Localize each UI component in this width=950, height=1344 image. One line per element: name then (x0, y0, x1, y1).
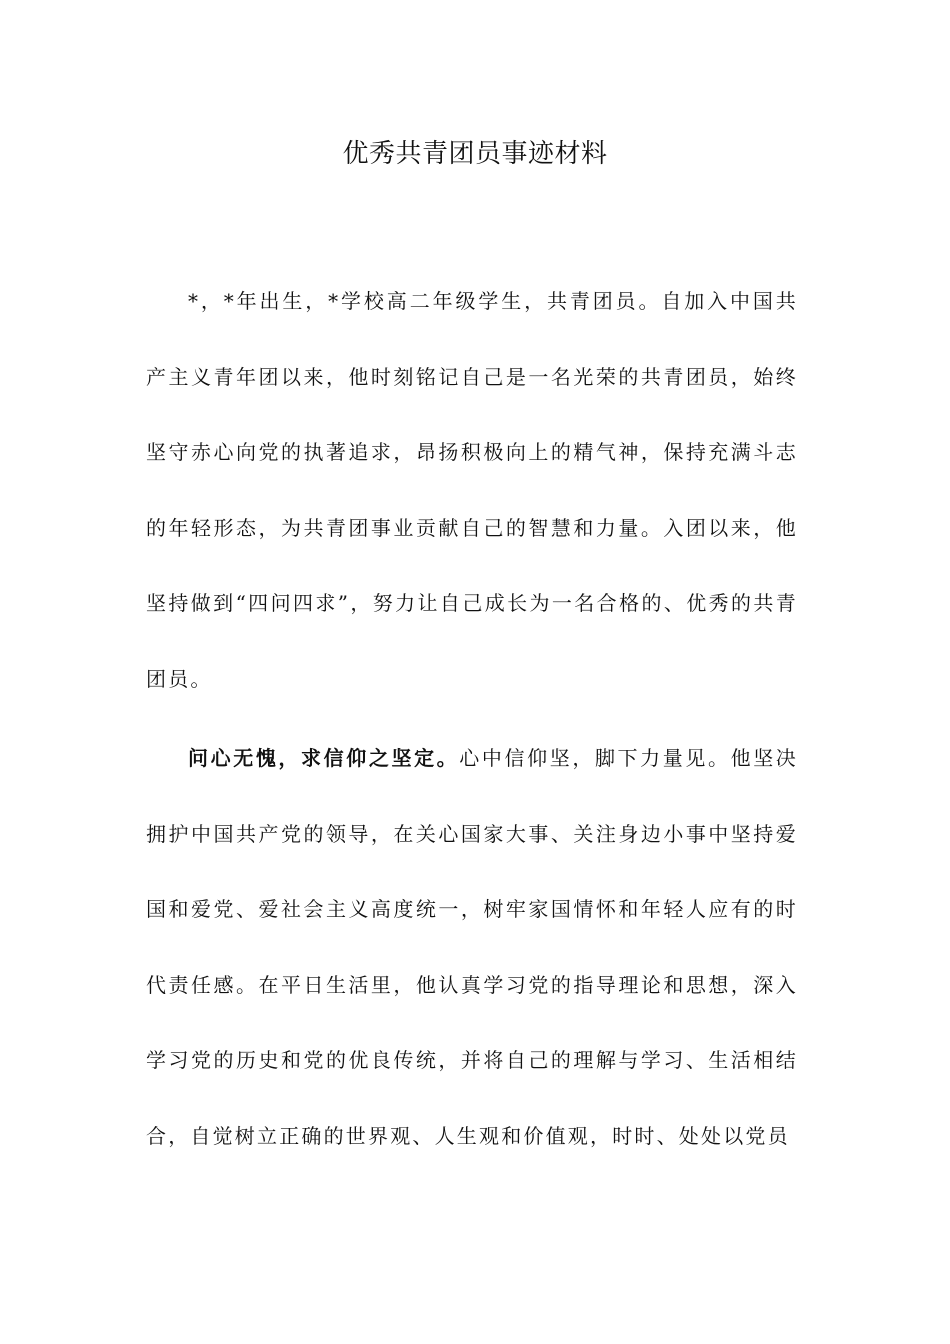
document-title: 优秀共青团员事迹材料 (342, 139, 608, 169)
paragraph-intro-text: *，*年出生，*学校高二年级学生，共青团员。自加入中国共产主义青年团以来，他时刻铭记自己是一名光荣的共青团员，始终坚守赤心向党的执著追求，昂扬积极向上的精气神，保持充满斗志的年轻形态，为共青团事业贡献自己的智慧和力量。入团以来，他坚持做到“四问四求”，努力让自己成长为一名合格的、优秀的共青团员。 (146, 289, 798, 691)
paragraph-intro (146, 264, 798, 717)
paragraph-faith (146, 721, 798, 1174)
paragraph-faith-lead: 问心无愧，求信仰之坚定。 (188, 746, 460, 770)
paragraph-faith-text: 心中信仰坚，脚下力量见。他坚决拥护中国共产党的领导，在关心国家大事、关注身边小事中坚持爱国和爱党、爱社会主义高度统一，树牢家国情怀和年轻人应有的时代责任感。在平日生活里，他认真学习党的指导理论和思想，深入学习党的历史和党的优良传统，并将自己的理解与学习、生活相结合，自觉树立正确的世界观、人生观和价值观，时时、处处以党员 (146, 746, 799, 1148)
